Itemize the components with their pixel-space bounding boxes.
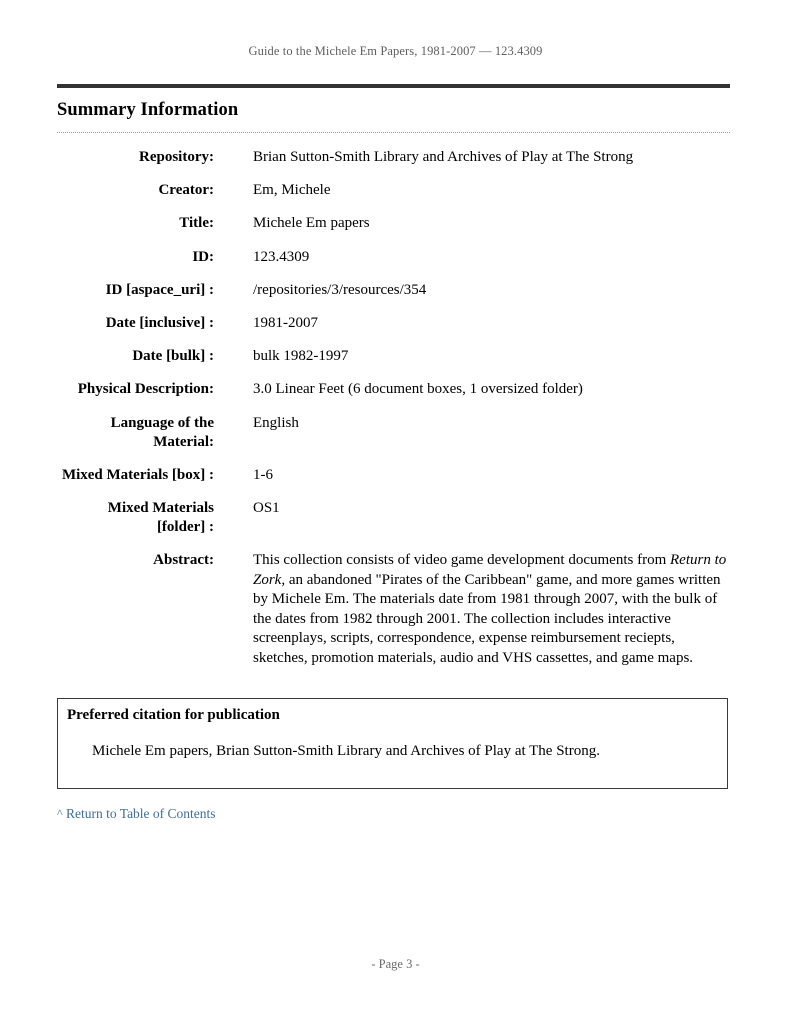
table-row — [57, 214, 730, 247]
section-dotted-rule — [57, 132, 730, 133]
field-label: ID: — [192, 248, 214, 265]
abstract-text-part1: This collection consists of video game development documents from — [253, 552, 670, 569]
page-title: Summary Information — [57, 100, 239, 120]
preferred-citation-heading: Preferred citation for publication — [67, 707, 280, 723]
table-row — [57, 347, 730, 380]
abstract-text-part2: , an abandoned "Pirates of the Caribbean" game, and more games written by Michele Em. The materials date from 1981 through 2007, with the bulk of the dates from 1982 through 2001. The collection includes interactive screenplays, scripts, correspondence, expense reimbursement reciepts, sketches, promotion materials, audio and VHS cassettes, and game maps. — [253, 571, 721, 666]
field-value: 3.0 Linear Feet (6 document boxes, 1 oversized folder) — [253, 381, 583, 398]
field-value: OS1 — [253, 500, 280, 517]
table-row — [57, 380, 730, 413]
return-link-label: Return to Table of Contents — [66, 806, 216, 821]
field-value: bulk 1982-1997 — [253, 348, 349, 365]
field-label: Creator: — [158, 182, 214, 199]
abstract-italic-title: Return to Zork — [253, 552, 727, 588]
table-row-abstract — [57, 551, 730, 668]
table-row — [57, 314, 730, 347]
field-label: Date [inclusive] : — [105, 314, 214, 331]
field-value: Michele Em papers — [253, 215, 370, 232]
table-row — [57, 181, 730, 214]
field-label: Physical Description: — [77, 381, 214, 398]
summary-information-section — [57, 84, 730, 668]
field-value: English — [253, 414, 299, 431]
table-row — [57, 499, 730, 551]
table-row — [57, 466, 730, 499]
abstract-label: Abstract: — [153, 552, 214, 569]
field-label: Title: — [179, 215, 214, 232]
field-value: 1981-2007 — [253, 314, 318, 331]
caret-up-icon: ^ — [57, 806, 63, 820]
return-to-table-of-contents-link[interactable] — [57, 806, 216, 822]
preferred-citation-box — [57, 698, 728, 789]
field-value: 123.4309 — [253, 248, 310, 265]
field-label: Repository: — [139, 149, 214, 165]
page-footer: - Page 3 - — [371, 957, 420, 971]
field-value: /repositories/3/resources/354 — [253, 281, 427, 298]
field-label: Mixed Materials [folder] : — [107, 500, 214, 536]
field-value: 1-6 — [253, 466, 273, 483]
preferred-citation-text: Michele Em papers, Brian Sutton-Smith Library and Archives of Play at The Strong. — [92, 743, 600, 759]
field-label: Mixed Materials [box] : — [61, 466, 214, 483]
table-row — [57, 281, 730, 314]
field-value: Brian Sutton-Smith Library and Archives of Play at The Strong — [253, 149, 634, 165]
section-top-rule — [57, 84, 730, 88]
summary-table — [57, 148, 730, 668]
field-value: Em, Michele — [253, 182, 331, 199]
field-label: Date [bulk] : — [132, 348, 214, 365]
table-row — [57, 414, 730, 466]
abstract-paragraph — [253, 551, 730, 668]
running-header: Guide to the Michele Em Papers, 1981-2007 — 123.4309 — [248, 44, 543, 58]
field-label: Language of the Material: — [110, 414, 214, 450]
abstract-value — [214, 551, 730, 668]
field-label: ID [aspace_uri] : — [105, 281, 214, 298]
table-row — [57, 148, 730, 181]
table-row — [57, 248, 730, 281]
